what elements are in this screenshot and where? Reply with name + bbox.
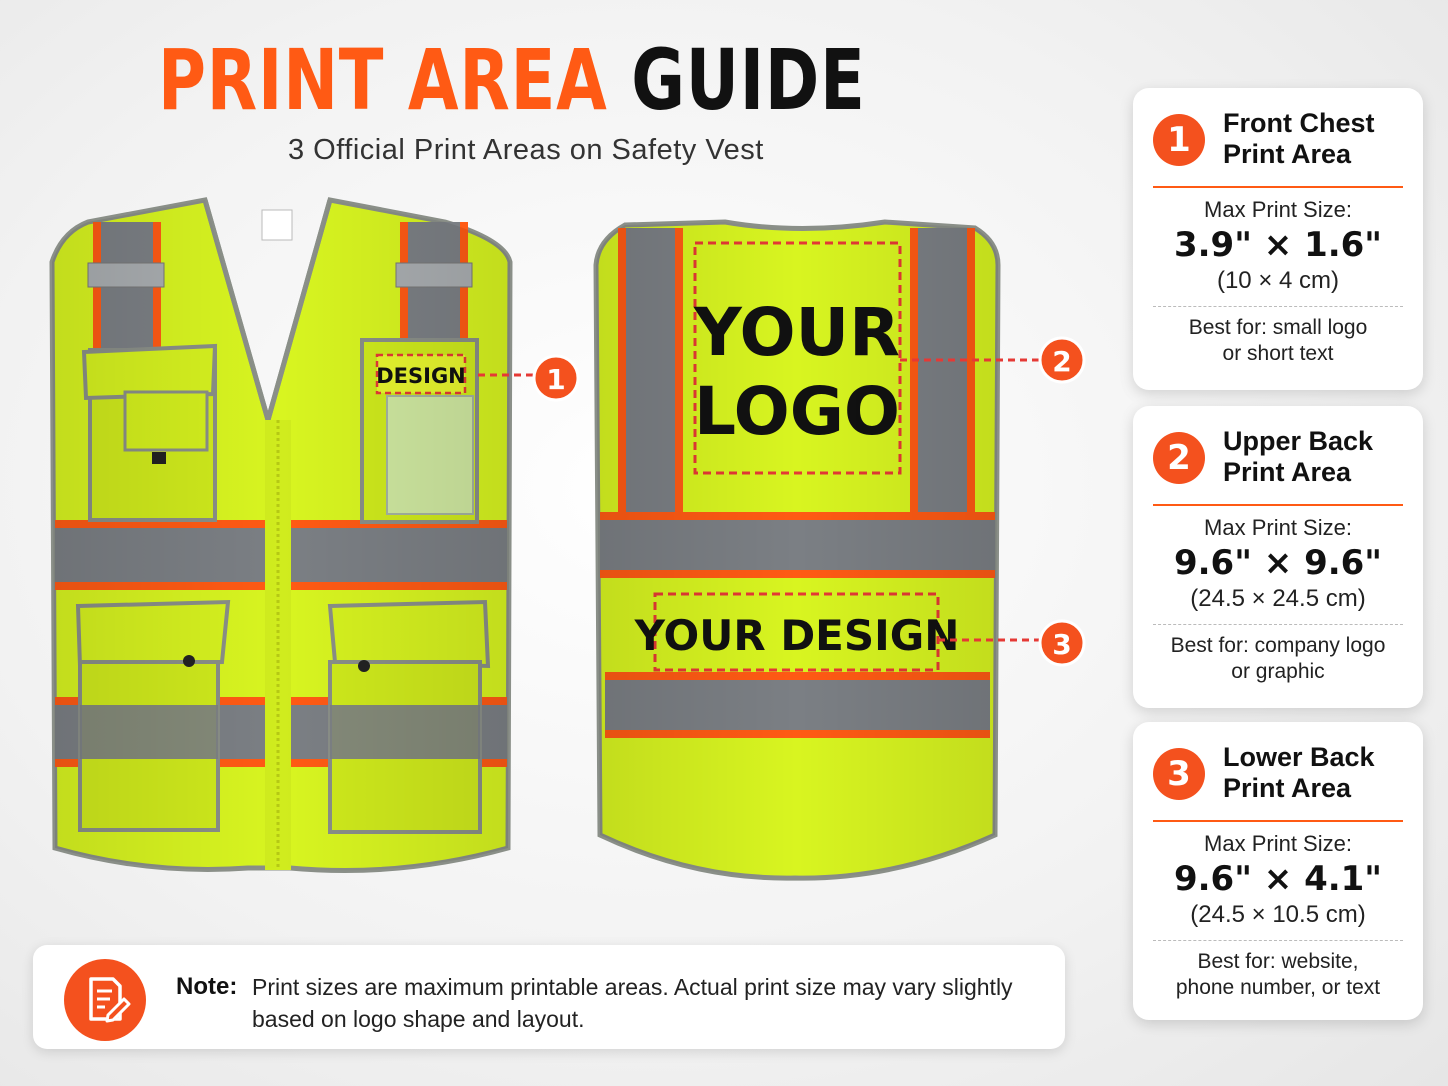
card-body bbox=[1153, 830, 1403, 1001]
size-inches: 9.6" × 4.1" bbox=[1173, 859, 1383, 899]
card-title-line1: Upper Back bbox=[1223, 426, 1374, 456]
card-title-line1: Lower Back bbox=[1223, 742, 1375, 772]
card-lower-back bbox=[1133, 722, 1423, 1020]
card-title-line2: Print Area bbox=[1223, 139, 1352, 169]
card-number-badge: 1 bbox=[1153, 114, 1205, 166]
divider bbox=[1153, 940, 1403, 941]
card-title bbox=[1223, 108, 1423, 170]
best-for-line1: Best for: company logo bbox=[1170, 634, 1386, 657]
size-inches: 3.9" × 1.6" bbox=[1173, 225, 1383, 265]
size-cm: (10 × 4 cm) bbox=[1216, 267, 1340, 294]
card-title bbox=[1223, 426, 1423, 488]
size-cm: (24.5 × 10.5 cm) bbox=[1190, 901, 1366, 928]
note-text: Print sizes are maximum printable areas. Actual print size may vary slightly based on logo shape and layout. bbox=[252, 974, 1013, 1032]
divider bbox=[1153, 306, 1403, 307]
max-size-label: Max Print Size: bbox=[1204, 197, 1352, 222]
best-for-line1: Best for: small logo bbox=[1188, 316, 1368, 339]
card-header bbox=[1153, 108, 1403, 188]
size-inches: 9.6" × 9.6" bbox=[1173, 543, 1383, 583]
title-black: GUIDE bbox=[631, 31, 866, 129]
title-orange: PRINT AREA bbox=[158, 31, 608, 129]
card-body bbox=[1153, 196, 1403, 367]
back-vest bbox=[596, 222, 998, 878]
card-header bbox=[1153, 742, 1403, 822]
card-header bbox=[1153, 426, 1403, 506]
callout-1-number: 1 bbox=[546, 363, 566, 396]
card-number-badge: 2 bbox=[1153, 432, 1205, 484]
max-size-label: Max Print Size: bbox=[1204, 831, 1352, 856]
best-for-line2: or graphic bbox=[1231, 660, 1325, 683]
note-label: Note: bbox=[176, 973, 238, 1000]
callout-3-number: 3 bbox=[1052, 628, 1072, 661]
callout-2-number: 2 bbox=[1052, 345, 1072, 378]
card-title bbox=[1223, 742, 1423, 804]
card-number-badge: 3 bbox=[1153, 748, 1205, 800]
max-size-label: Max Print Size: bbox=[1204, 515, 1352, 540]
front-vest bbox=[52, 200, 510, 871]
divider bbox=[1153, 624, 1403, 625]
card-upper-back bbox=[1133, 406, 1423, 708]
document-edit-icon bbox=[64, 959, 146, 1041]
best-for-line1: Best for: website, bbox=[1197, 950, 1359, 973]
card-title-line2: Print Area bbox=[1223, 457, 1352, 487]
card-front-chest bbox=[1133, 88, 1423, 390]
subtitle: 3 Official Print Areas on Safety Vest bbox=[288, 134, 764, 166]
card-title-line2: Print Area bbox=[1223, 773, 1352, 803]
note-box bbox=[33, 945, 1065, 1049]
best-for-line2: or short text bbox=[1222, 342, 1334, 365]
best-for-line2: phone number, or text bbox=[1175, 976, 1381, 999]
size-cm: (24.5 × 24.5 cm) bbox=[1190, 585, 1366, 612]
card-title-line1: Front Chest bbox=[1223, 108, 1375, 138]
card-body bbox=[1153, 514, 1403, 685]
